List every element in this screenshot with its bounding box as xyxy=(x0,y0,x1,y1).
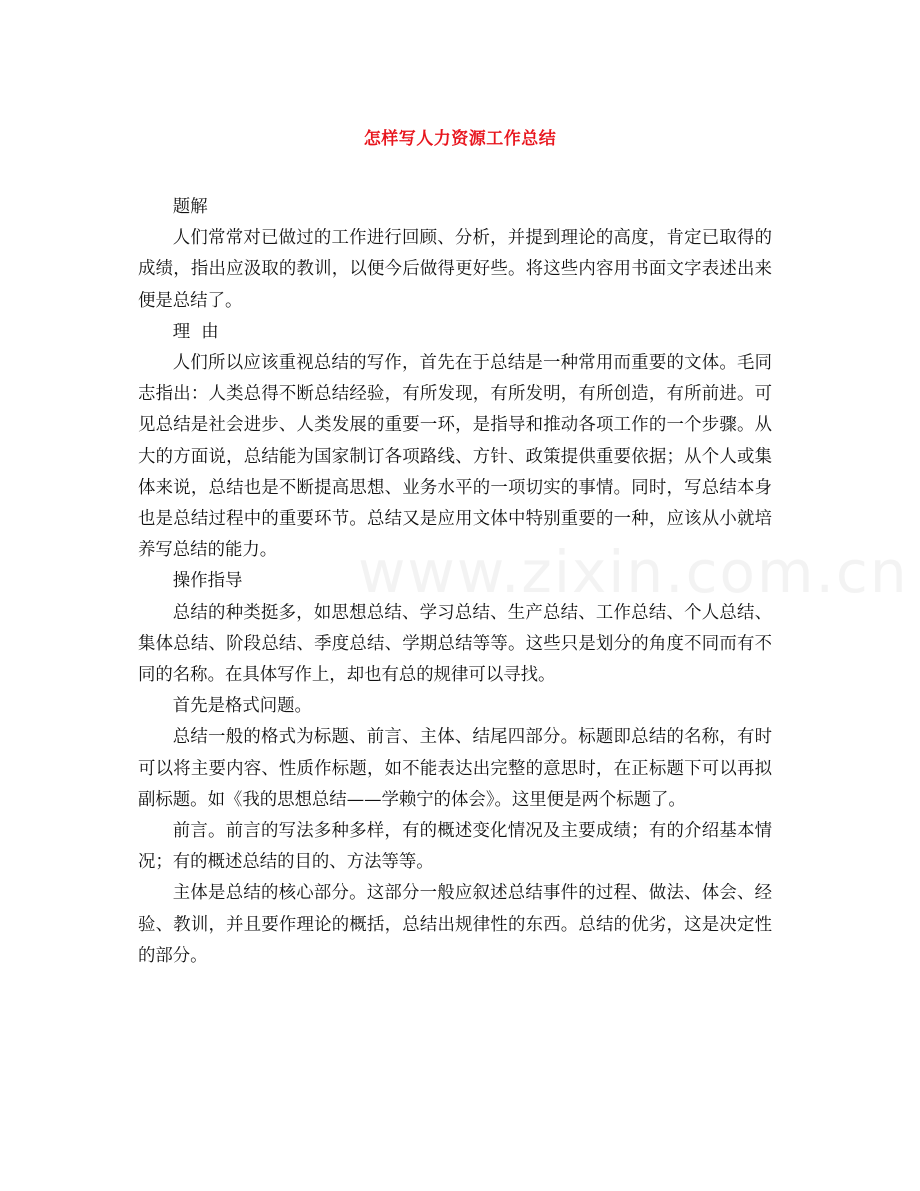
paragraph: 前言。前言的写法多种多样，有的概述变化情况及主要成绩；有的介绍基本情况；有的概述总结的目的、方法等等。 xyxy=(138,821,772,873)
section-heading-tijie: 题解 xyxy=(172,197,208,217)
paragraph: 首先是格式问题。 xyxy=(172,696,312,717)
paragraph: 人们常常对已做过的工作进行回顾、分析，并提到理论的高度，肯定已取得的成绩，指出应汲取的教训，以便今后做得更好些。将这些内容用书面文字表述出来便是总结了。 xyxy=(138,228,772,311)
paragraph: 主体是总结的核心部分。这部分一般应叙述总结事件的过程、做法、体会、经验、教训，并且要作理论的概括，总结出规律性的东西。总结的优劣，这是决定性的部分。 xyxy=(138,883,772,966)
document-title: 怎样写人力资源工作总结 xyxy=(363,129,557,149)
document-body xyxy=(138,192,772,972)
section-heading-liyou: 理 由 xyxy=(172,321,219,342)
paragraph: 人们所以应该重视总结的写作，首先在于总结是一种常用而重要的文体。毛同志指出：人类总得不断总结经验，有所发现，有所发明，有所创造，有所前进。可见总结是社会进步、人类发展的重要一环，是指导和推动各项工作的一个步骤。从大的方面说，总结能为国家制订各项路线、方针、政策提供重要依据；从个人或集体来说，总结也是不断提高思想、业务水平的一项切实的事情。同时，写总结本身也是总结过程中的重要环节。总结又是应用文体中特别重要的一种，应该从小就培养写总结的能力。 xyxy=(138,353,772,561)
paragraph: 总结的种类挺多，如思想总结、学习总结、生产总结、工作总结、个人总结、集体总结、阶段总结、季度总结、学期总结等等。这些只是划分的角度不同而有不同的名称。在具体写作上，却也有总的规律可以寻找。 xyxy=(138,602,772,686)
paragraph: 总结一般的格式为标题、前言、主体、结尾四部分。标题即总结的名称，有时可以将主要内容、性质作标题，如不能表达出完整的意思时，在正标题下可以再拟副标题。如《我的思想总结——学赖宁的体会》。这里便是两个标题了。 xyxy=(138,727,772,810)
watermark: www.zixin.com.cn xyxy=(358,538,909,606)
section-heading-caozuozhidao: 操作指导 xyxy=(172,571,243,592)
